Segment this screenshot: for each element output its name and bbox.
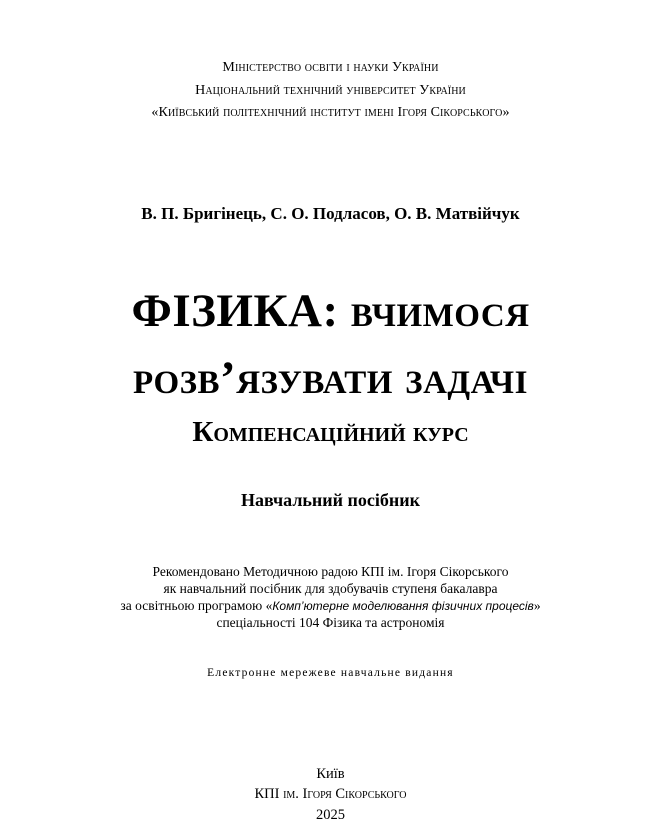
ministry-name: Міністерство освіти і науки України: [222, 60, 439, 75]
subtitle: Компенсаційний курс: [192, 416, 469, 448]
title-line-2: розв’язувати задачі: [133, 352, 528, 404]
title-main: ФІЗИКА:: [131, 285, 339, 337]
imprint-publisher: КПІ ім. Ігоря Сікорського: [254, 786, 407, 802]
recommendation-line-4: спеціальності 104 Фізика та астрономія: [216, 615, 445, 630]
program-prefix: за освітньою програмою «: [120, 598, 273, 613]
title-rest: вчимося: [338, 285, 530, 337]
program-name: Комп’ютерне моделювання фізичних процесів: [272, 599, 534, 613]
university-name: Національний технічний університет України: [195, 83, 466, 98]
imprint-year: 2025: [316, 807, 345, 823]
book-type: Навчальний посібник: [240, 490, 421, 510]
recommendation-line-1: Рекомендовано Методичною радою КПІ ім. Ігоря Сікорського: [152, 564, 509, 579]
imprint-city: Київ: [316, 766, 345, 782]
authors: В. П. Бригінець, С. О. Подласов, О. В. Матвійчук: [141, 204, 520, 223]
title-line-1: [0, 285, 661, 337]
recommendation-line-2: як навчальний посібник для здобувачів ступеня бакалавра: [163, 581, 498, 596]
edition-note: Електронне мережеве навчальне видання: [207, 667, 454, 679]
program-suffix: »: [533, 598, 541, 613]
recommendation-line-3: [0, 599, 661, 613]
institute-name: «Київський політехнічний інститут імені Ігоря Сікорського»: [151, 105, 510, 120]
